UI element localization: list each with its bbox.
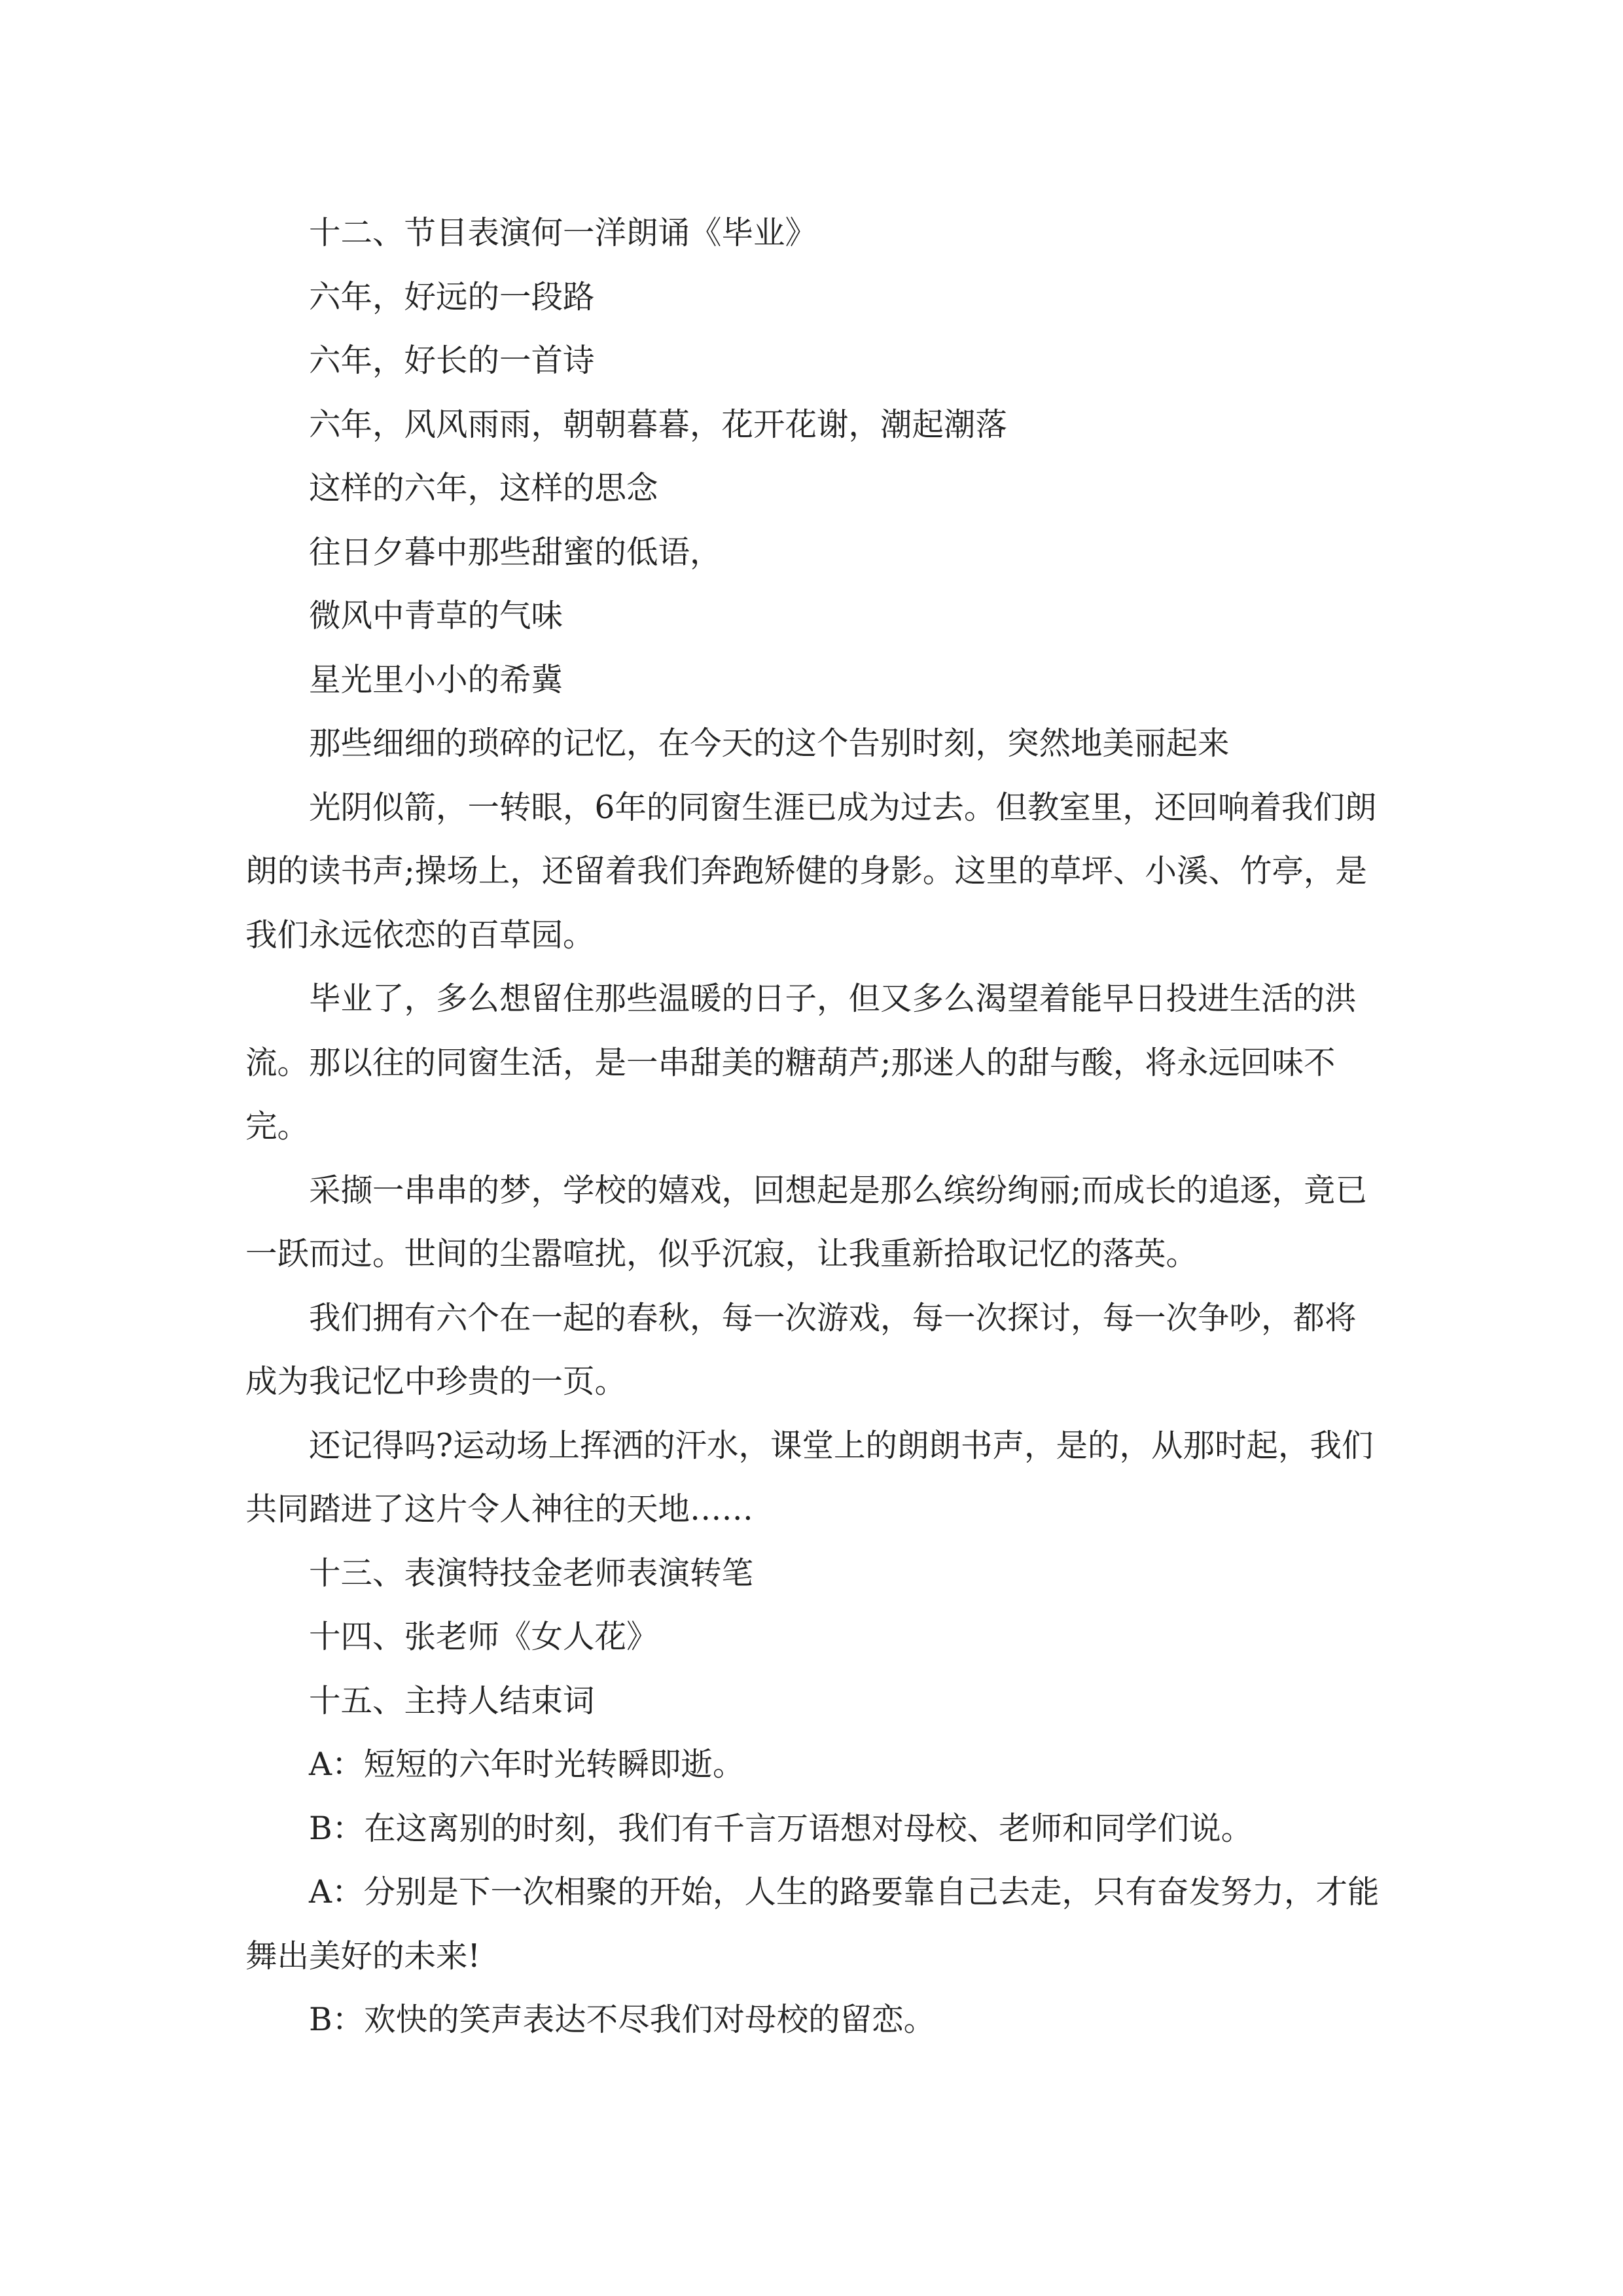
poem-line: 微风中青草的气味 [309, 598, 563, 634]
poem-line: 六年，风风雨雨，朝朝暮暮，花开花谢，潮起潮落 [309, 406, 1008, 443]
poem-line: 这样的六年，这样的思念 [309, 470, 658, 507]
body-paragraph: 毕业了，多么想留住那些温暖的日子，但又多么渴望着能早日投进生活的洪流。那以往的同窗生活，是一串甜美的糖葫芦;那迷人的甜与酸，将永远回味不完。 [245, 980, 1357, 1145]
poem-line: 六年，好长的一首诗 [309, 342, 595, 379]
document-body [245, 202, 1384, 2053]
body-paragraph: 我们拥有六个在一起的春秋，每一次游戏，每一次探讨，每一次争吵，都将成为我记忆中珍贵的一页。 [245, 1299, 1357, 1400]
body-paragraph: 采撷一串串的梦，学校的嬉戏，回想起是那么缤纷绚丽;而成长的追逐，竟已一跃而过。世间的尘嚣喧扰，似乎沉寂，让我重新拾取记忆的落英。 [245, 1172, 1367, 1272]
host-line-a: A：分别是下一次相聚的开始，人生的路要靠自己去走，只有奋发努力，才能舞出美好的未来! [245, 1874, 1380, 1975]
section-heading-13: 十三、表演特技金老师表演转笔 [309, 1554, 754, 1592]
poem-line: 星光里小小的希冀 [309, 661, 563, 698]
poem-line: 往日夕暮中那些甜蜜的低语， [309, 533, 722, 571]
host-line-b: B：欢快的笑声表达不尽我们对母校的留恋。 [309, 2001, 936, 2038]
host-line-b: B：在这离别的时刻，我们有千言万语想对母校、老师和同学们说。 [309, 1810, 1253, 1847]
host-line-a: A：短短的六年时光转瞬即逝。 [309, 1746, 745, 1783]
poem-line: 六年，好远的一段路 [309, 278, 595, 315]
body-paragraph: 还记得吗?运动场上挥洒的汗水，课堂上的朗朗书声，是的，从那时起，我们共同踏进了这片令人神往的天地…… [245, 1427, 1374, 1528]
poem-line: 那些细细的琐碎的记忆，在今天的这个告别时刻，突然地美丽起来 [309, 725, 1230, 762]
section-heading-12: 十二、节目表演何一洋朗诵《毕业》 [309, 215, 817, 251]
body-paragraph: 光阴似箭，一转眼，6年的同窗生涯已成为过去。但教室里，还回响着我们朗朗的读书声;操场上，还留着我们奔跑矫健的身影。这里的草坪、小溪、竹亭，是我们永远依恋的百草园。 [245, 789, 1377, 954]
section-heading-15: 十五、主持人结束词 [309, 1682, 595, 1719]
section-heading-14: 十四、张老师《女人花》 [309, 1619, 658, 1655]
